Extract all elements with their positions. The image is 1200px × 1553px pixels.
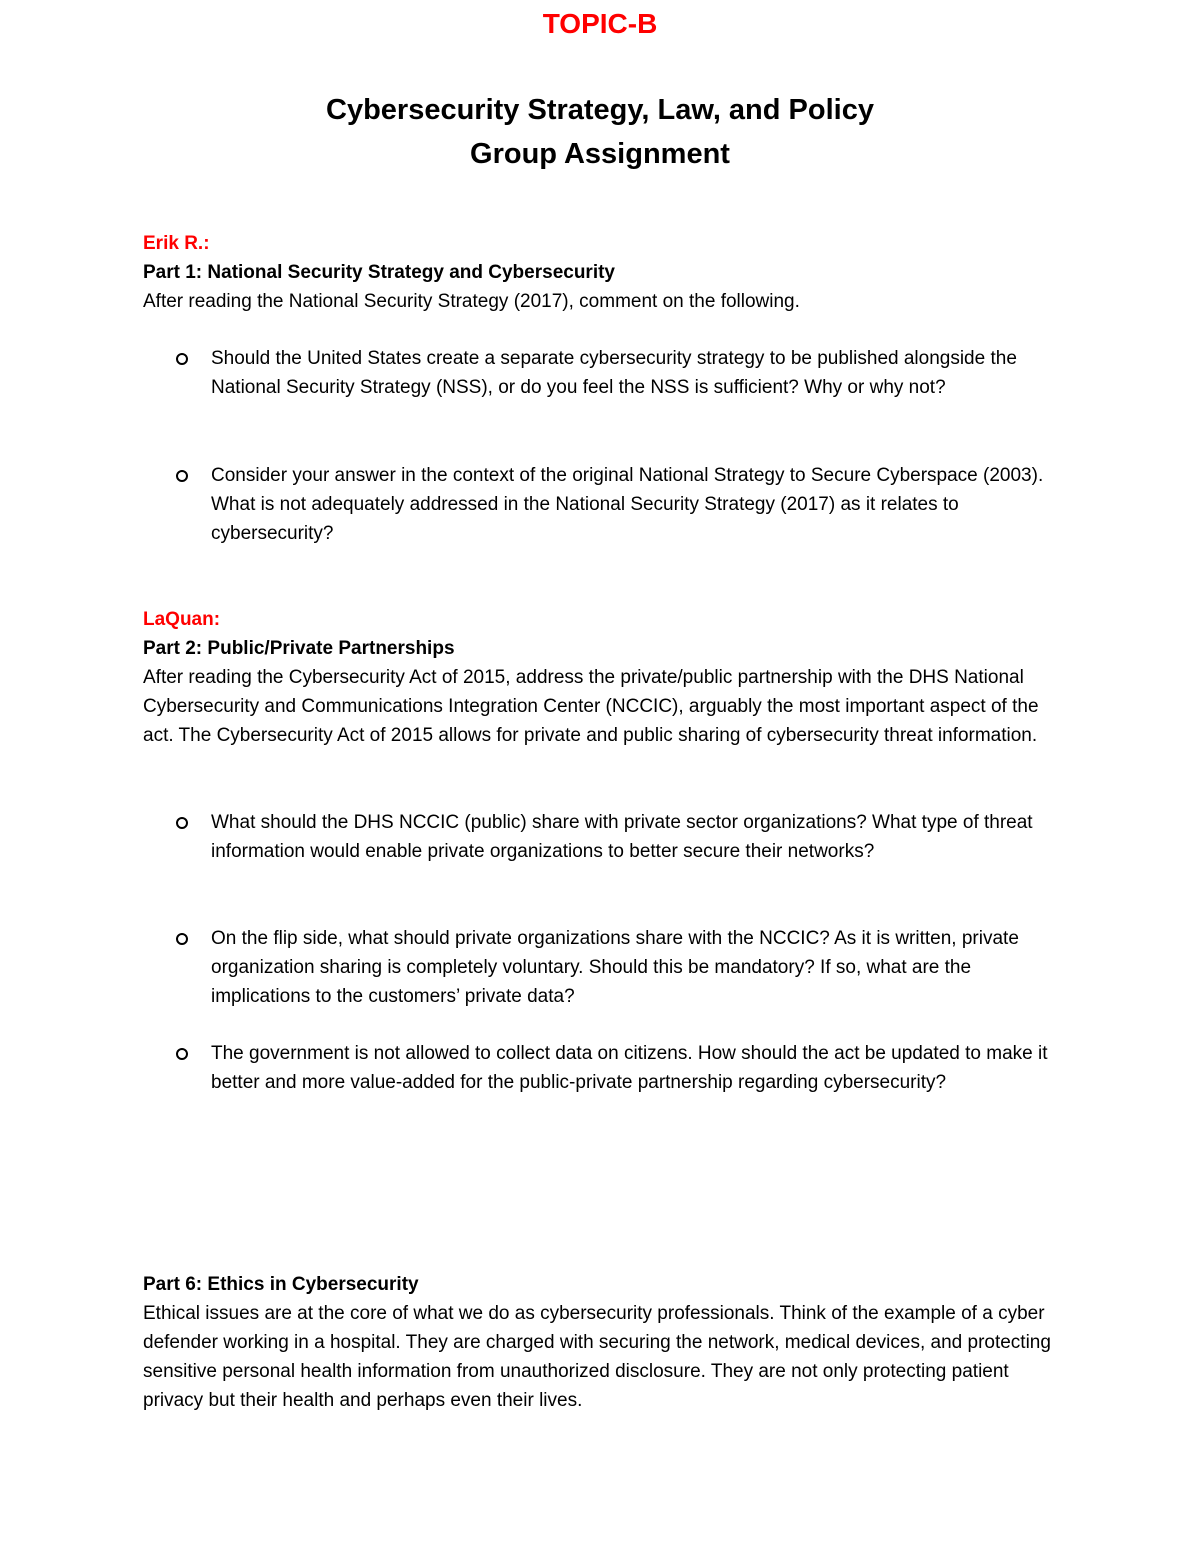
assignee-name: LaQuan: [143,609,221,630]
list-item-text: The government is not allowed to collect data on citizens. How should the act be updated to make it better and more value-added for the public-private partnership regarding cybersecurity? [211,1043,1048,1093]
hollow-bullet-icon [176,933,188,945]
assignee-name: Erik R.: [143,233,210,254]
hollow-bullet-icon [176,1048,188,1060]
list-item-text: Should the United States create a separate cybersecurity strategy to be published alongside the National Security Strategy (NSS), or do you feel the NSS is sufficient? Why or why not? [211,348,1017,398]
section-heading: Part 1: National Security Strategy and Cybersecurity [143,262,615,283]
section-intro: After reading the Cybersecurity Act of 2015, address the private/public partnership with the DHS National Cybersecurity and Communications Integration Center (NCCIC), arguably the most important aspect of the act. The Cybersecurity Act of 2015 allows for private and public sharing of cybersecurity threat information. [143,667,1039,746]
list-item-text: What should the DHS NCCIC (public) share with private sector organizations? What type of threat information would enable private organizations to better secure their networks? [211,812,1033,862]
section-intro: Ethical issues are at the core of what we do as cybersecurity professionals. Think of the example of a cyber defender working in a hospital. They are charged with securing the network, medical devices, and protecting sensitive personal health information from unauthorized disclosure. They are not only protecting patient privacy but their health and perhaps even their lives. [143,1303,1051,1411]
section-heading: Part 6: Ethics in Cybersecurity [143,1274,419,1295]
document-title: Cybersecurity Strategy, Law, and Policy [326,94,874,126]
list-item-text: Consider your answer in the context of the original National Strategy to Secure Cyberspace (2003). What is not adequately addressed in the National Security Strategy (2017) as it relates to cybersecurity? [211,465,1044,544]
document-subtitle: Group Assignment [470,138,730,170]
list-item-text: On the flip side, what should private organizations share with the NCCIC? As it is written, private organization sharing is completely voluntary. Should this be mandatory? If so, what are the implications to the customers’ private data? [211,928,1019,1007]
hollow-bullet-icon [176,353,188,365]
hollow-bullet-icon [176,470,188,482]
section-intro: After reading the National Security Strategy (2017), comment on the following. [143,291,800,312]
section-heading: Part 2: Public/Private Partnerships [143,638,455,659]
topic-label: TOPIC-B [542,8,658,39]
hollow-bullet-icon [176,817,188,829]
